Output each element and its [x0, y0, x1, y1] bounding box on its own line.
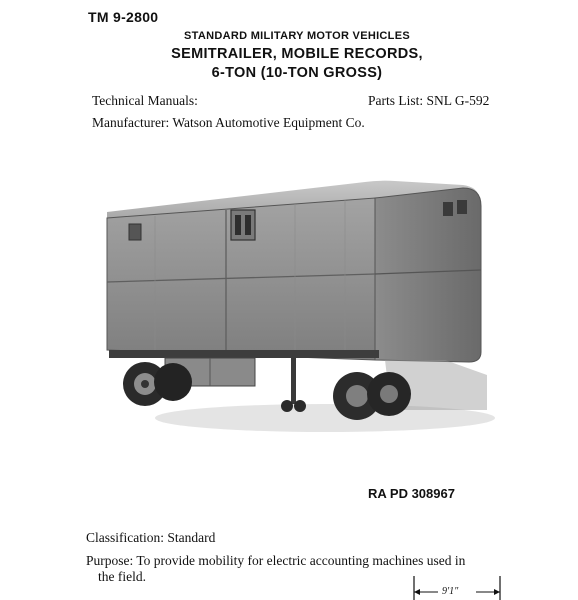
frame-rail [109, 350, 379, 358]
title-capacity: 6-TON (10-TON GROSS) [211, 65, 383, 81]
purpose-line-1: Purpose: To provide mobility for electric accounting machines used in [86, 553, 466, 568]
trailer-front [375, 188, 481, 362]
technical-manuals-label: Technical Manuals: [92, 93, 198, 108]
trailer-photo [95, 170, 495, 450]
tm-number: TM 9-2800 [88, 9, 159, 25]
photo-code: RA PD 308967 [368, 486, 455, 501]
title-block [0, 30, 578, 83]
parts-list: Parts List: SNL G-592 [368, 93, 490, 108]
classification: Classification: Standard [86, 530, 216, 545]
purpose-line-2: the field. [98, 569, 146, 584]
side-hatch [129, 224, 141, 240]
dolly-wheel [281, 400, 293, 412]
vent-door [231, 210, 255, 240]
front-vent [443, 202, 453, 216]
dimension-label: 9'1" [442, 586, 459, 597]
title-vehicle: SEMITRAILER, MOBILE RECORDS, [171, 46, 423, 62]
manufacturer: Manufacturer: Watson Automotive Equipment Co. [92, 115, 365, 130]
title-category: STANDARD MILITARY MOTOR VEHICLES [184, 30, 410, 42]
